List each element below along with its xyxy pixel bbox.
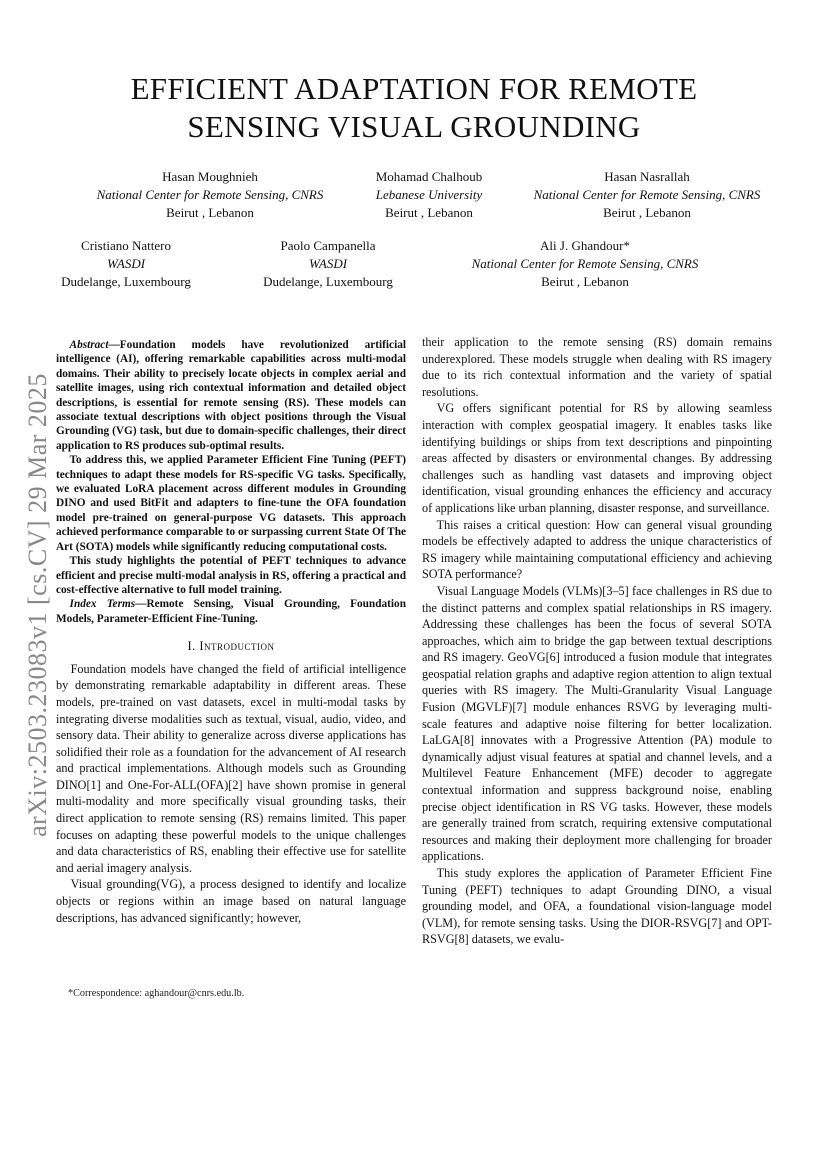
author-location: Dudelange, Luxembourg <box>263 274 393 289</box>
index-terms-text: —Remote Sensing, Visual Grounding, Foundation Models, Parameter-Efficient Fine-Tuning. <box>56 598 406 625</box>
abstract-paragraph-3: This study highlights the potential of PEFT techniques to advance efficient and precise multi-modal analysis in RS, offering a practical and cost-effective alternative to full model training. <box>56 555 406 596</box>
title-line-1: EFFICIENT ADAPTATION FOR REMOTE <box>130 71 698 106</box>
author-block-5 <box>242 237 414 291</box>
author-name: Hasan Moughnieh <box>162 169 258 184</box>
author-name: Paolo Campanella <box>280 238 376 253</box>
right-column <box>422 334 772 948</box>
author-location: Beirut , Lebanon <box>385 205 473 220</box>
right-paragraph-5: This study explores the application of Parameter Efficient Fine Tuning (PEFT) techniques to adapt Grounding DINO, a visual grounding model, and OFA, a foundational vision-language model (VLM), for remote sensing tasks. Using the DIOR-RSVG[7] and OPT-RSVG[8] datasets, we evalu- <box>422 866 772 947</box>
section-numeral: I. <box>187 639 200 654</box>
abstract-text-1: —Foundation models have revolutionized artificial intelligence (AI), offering remarkable capabilities across multi-modal domains. Their ability to precisely locate objects in complex aerial and satellite images, using rich contextual information and detailed object descriptions, is essential for remote sensing (RS). These models can associate textual descriptions with object positions through the Visual Grounding (VG) task, but due to domain-specific challenges, their direct application to RS produces sub-optimal results. <box>56 339 406 452</box>
right-paragraph-4: Visual Language Models (VLMs)[3–5] face challenges in RS due to the distinct patterns and complex spatial relationships in RS imagery. Addressing these challenges has been the focus of several SOTA approaches, which aim to bridge the gap between textual descriptions and RS imagery. GeoVG[6] introduced a fusion module that integrates geospatial relation graphs and adaptive region attention to align textual queries with RS imagery. The Multi-Granularity Visual Language Fusion (MGVLF)[7] module enhances RSVG by leveraging multi-scale features and adaptive noise filtering for better localization. LaLGA[8] innovates with a Progressive Attention (PA) module to dynamically adjust visual features at spatial and channel levels, and a Multilevel Feature Enhancement (MFE) decoder to aggregate contextual information and suppress background noise, enabling precise object identification in RS VG tasks. However, these models are generally trained from scratch, requiring extensive computational resources and making their deployment more challenging for broader applications. <box>422 583 772 864</box>
author-block-3 <box>508 168 786 222</box>
author-affiliation: National Center for Remote Sensing, CNRS <box>533 187 761 202</box>
abstract-paragraph-2: To address this, we applied Parameter Efficient Fine Tuning (PEFT) techniques to adapt these models for RS-specific VG tasks. Specifically, we evaluated LoRA placement across different modules in Grounding DINO and used BitFit and adapters to fine-tune the OFA foundation model pre-trained on general-purpose VG datasets. This approach achieved performance comparable to or surpassing current State Of The Art (SOTA) models while significantly reducing computational costs. <box>56 454 406 553</box>
arxiv-identifier-sidebar <box>18 360 58 850</box>
abstract-lead: Abstract <box>69 339 109 351</box>
abstract-paragraph-1 <box>56 338 406 453</box>
author-block-4 <box>40 237 212 291</box>
author-name: Hasan Nasrallah <box>604 169 690 184</box>
author-location: Beirut , Lebanon <box>541 274 629 289</box>
author-name: Mohamad Chalhoub <box>375 169 483 184</box>
correspondence-footnote: *Correspondence: aghandour@cnrs.edu.lb. <box>68 988 245 999</box>
intro-paragraph-2: Visual grounding(VG), a process designed to identify and localize objects or regions within an image based on natural language descriptions, has advanced significantly; however, <box>56 877 406 925</box>
author-block-1 <box>72 168 348 222</box>
intro-paragraph-1: Foundation models have changed the field of artificial intelligence by demonstrating remarkable adaptability in different areas. These models, pre-trained on vast datasets, excel in multi-modal tasks by integrating diverse modalities such as textual, visual, audio, video, and sensory data. Their ability to generalize across diverse applications has solidified their role as a foundation for the advancement of AI research and practical implementations. Although models such as Grounding DINO[1] and One-For-ALL(OFA)[2] have shown promise in general multi-modality and more specifically visual grounding tasks, their direct application to remote sensing (RS) remains limited. This paper focuses on adapting these powerful models to the unique challenges and data characteristics of RS, enabling their effective use for satellite and aerial imagery analysis. <box>56 661 406 875</box>
right-paragraph-3: This raises a critical question: How can general visual grounding models be effectively adapted to address the unique characteristics of RS imagery while maintaining computational efficiency and achieving SOTA performance? <box>422 517 772 582</box>
section-title: Introduction <box>199 639 275 654</box>
author-name: Ali J. Ghandour* <box>540 238 630 253</box>
left-column <box>56 338 406 926</box>
index-terms-lead: Index Terms <box>69 598 136 611</box>
author-location: Beirut , Lebanon <box>166 205 254 220</box>
author-affiliation: National Center for Remote Sensing, CNRS <box>96 187 324 202</box>
author-location: Beirut , Lebanon <box>603 205 691 220</box>
author-block-2 <box>350 168 508 222</box>
author-location: Dudelange, Luxembourg <box>61 274 191 289</box>
section-heading-introduction <box>56 638 406 655</box>
abstract <box>56 338 406 626</box>
paper-title <box>60 70 768 146</box>
author-affiliation: WASDI <box>308 256 348 271</box>
author-name: Cristiano Nattero <box>81 238 171 253</box>
author-affiliation: National Center for Remote Sensing, CNRS <box>471 256 699 271</box>
right-paragraph-1: their application to the remote sensing (RS) domain remains underexplored. These models struggle when dealing with RS imagery due to its rich contextual information and the variety of spatial resolutions. <box>422 335 772 399</box>
right-paragraph-2: VG offers significant potential for RS by allowing seamless interaction with complex geospatial imagery. It enables tasks like identifying buildings or ships from text descriptions and pinpointing areas affected by disasters or environmental changes. By addressing challenges such as handling vast datasets and improving object identification, visual grounding enhances the efficiency and accuracy of applications like urban planning, disaster response, and surveillance. <box>422 401 772 515</box>
title-line-2: SENSING VISUAL GROUNDING <box>187 109 641 144</box>
index-terms <box>56 597 406 626</box>
arxiv-identifier: arXiv:2503.23083v1 [cs.CV] 29 Mar 2025 <box>23 373 52 837</box>
author-affiliation: WASDI <box>106 256 146 271</box>
author-block-6 <box>446 237 724 291</box>
author-affiliation: Lebanese University <box>375 187 483 202</box>
